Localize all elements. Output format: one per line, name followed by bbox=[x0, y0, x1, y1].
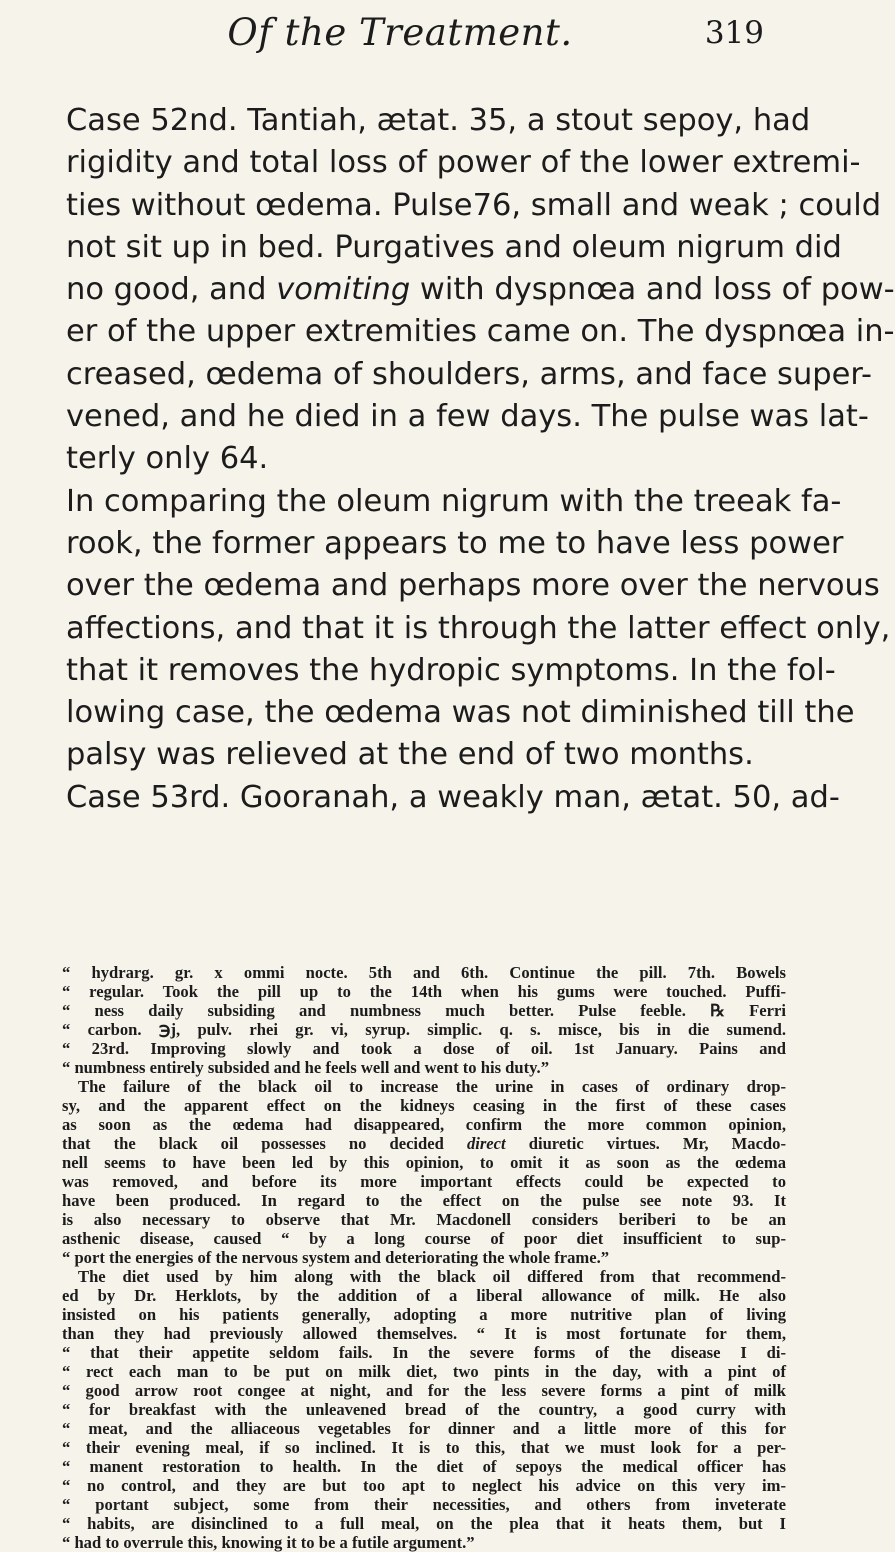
footnote-line: was removed, and before its more important effects could be expected to bbox=[62, 1172, 786, 1191]
text-line: not sit up in bed. Purgatives and oleum nigrum did bbox=[66, 229, 842, 265]
footnote-line: that the black oil possesses no decided direct diuretic virtues. Mr, Macdo- bbox=[62, 1134, 786, 1153]
footnote-line: “ numbness entirely subsided and he feels well and went to his duty.” bbox=[62, 1058, 549, 1077]
footnote-line: “ good arrow root congee at night, and for the less severe forms a pint of milk bbox=[62, 1381, 786, 1400]
footnote-line: “ carbon. ℈j, pulv. rhei gr. vi, syrup. simplic. q. s. misce, bis in die sumend. bbox=[62, 1020, 786, 1039]
footnote-line: as soon as the œdema had disappeared, confirm the more common opinion, bbox=[62, 1115, 786, 1134]
footnote-line: “ had to overrule this, knowing it to be a futile argument.” bbox=[62, 1533, 475, 1552]
text-line: over the œdema and perhaps more over the nervous bbox=[66, 568, 880, 604]
footnote-line: ed by Dr. Herklots, by the addition of a liberal allowance of milk. He also bbox=[62, 1286, 786, 1305]
footnote-line: “ rect each man to be put on milk diet, two pints in the day, with a pint of bbox=[62, 1362, 786, 1381]
footnote-line: The failure of the black oil to increase the urine in cases of ordinary drop- bbox=[78, 1077, 786, 1096]
footnote-line: “ portant subject, some from their necessities, and others from inveterate bbox=[62, 1495, 786, 1514]
text-line: ties without œdema. Pulse76, small and weak ; could bbox=[66, 187, 882, 223]
footnote-line: have been produced. In regard to the effect on the pulse see note 93. It bbox=[62, 1191, 786, 1210]
footnote-line: “ hydrarg. gr. x ommi nocte. 5th and 6th. Continue the pill. 7th. Bowels bbox=[62, 963, 786, 982]
footnote-line: “ habits, are disinclined to a full meal, on the plea that it heats them, but I bbox=[62, 1514, 786, 1533]
footnote-line: insisted on his patients generally, adopting a more nutritive plan of living bbox=[62, 1305, 786, 1324]
text-line: terly only 64. bbox=[66, 441, 269, 477]
text-line: rigidity and total loss of power of the lower extremi- bbox=[66, 145, 861, 181]
text-line: creased, œdema of shoulders, arms, and face super- bbox=[66, 356, 873, 392]
footnote-line: nell seems to have been led by this opinion, to omit it as soon as the œdema bbox=[62, 1153, 786, 1172]
text-line: affections, and that it is through the latter effect only, bbox=[66, 610, 891, 646]
running-title: Of the Treatment. bbox=[227, 11, 573, 54]
footnote-line: The diet used by him along with the black oil differed from that recommend- bbox=[78, 1267, 786, 1286]
text-line: In comparing the oleum nigrum with the treeak fa- bbox=[66, 483, 842, 519]
text-line: no good, and vomiting with dyspnœa and loss of pow- bbox=[66, 272, 895, 308]
footnote-line: asthenic disease, caused “ by a long course of poor diet insufficient to sup- bbox=[62, 1229, 786, 1248]
main-text bbox=[66, 100, 895, 819]
text-line: vened, and he died in a few days. The pulse was lat- bbox=[66, 399, 869, 435]
text-line: palsy was relieved at the end of two months. bbox=[66, 737, 754, 773]
footnote-line: “ their evening meal, if so inclined. It is to this, that we must look for a per- bbox=[62, 1438, 786, 1457]
footnote-line: is also necessary to observe that Mr. Macdonell considers beriberi to be an bbox=[62, 1210, 786, 1229]
footnote-line: “ manent restoration to health. In the diet of sepoys the medical officer has bbox=[62, 1457, 786, 1476]
footnote-line: sy, and the apparent effect on the kidneys ceasing in the first of these cases bbox=[62, 1096, 786, 1115]
italic-word: direct bbox=[466, 1134, 506, 1153]
footnote-text bbox=[62, 963, 786, 1552]
page-number: 319 bbox=[704, 15, 764, 51]
footnote-line: “ 23rd. Improving slowly and took a dose of oil. 1st January. Pains and bbox=[62, 1039, 786, 1058]
text-line: Case 52nd. Tantiah, ætat. 35, a stout sepoy, had bbox=[66, 103, 811, 138]
footnote-line: “ port the energies of the nervous system and deteriorating the whole frame.” bbox=[62, 1248, 610, 1267]
italic-word: vomiting bbox=[276, 272, 411, 308]
running-head bbox=[0, 8, 800, 58]
text-line: that it removes the hydropic symptoms. In the fol- bbox=[66, 652, 836, 688]
text-line: er of the upper extremities came on. The dyspnœa in- bbox=[66, 314, 895, 350]
footnote-line: “ that their appetite seldom fails. In the severe forms of the disease I di- bbox=[62, 1343, 786, 1362]
text-line: Case 53rd. Gooranah, a weakly man, ætat. 50, ad- bbox=[66, 779, 840, 815]
footnote-line: “ regular. Took the pill up to the 14th when his gums were touched. Puffi- bbox=[62, 982, 786, 1001]
footnote-line: “ no control, and they are but too apt to neglect his advice on this very im- bbox=[62, 1476, 786, 1495]
footnote-line: “ ness daily subsiding and numbness much better. Pulse feeble. ℞ Ferri bbox=[62, 1001, 786, 1020]
footnote-line: “ for breakfast with the unleavened bread of the country, a good curry with bbox=[62, 1400, 786, 1419]
footnote-line: than they had previously allowed themselves. “ It is most fortunate for them, bbox=[62, 1324, 786, 1343]
text-line: rook, the former appears to me to have less power bbox=[66, 525, 844, 561]
footnote-line: “ meat, and the alliaceous vegetables for dinner and a little more of this for bbox=[62, 1419, 786, 1438]
text-line: lowing case, the œdema was not diminished till the bbox=[66, 695, 855, 731]
